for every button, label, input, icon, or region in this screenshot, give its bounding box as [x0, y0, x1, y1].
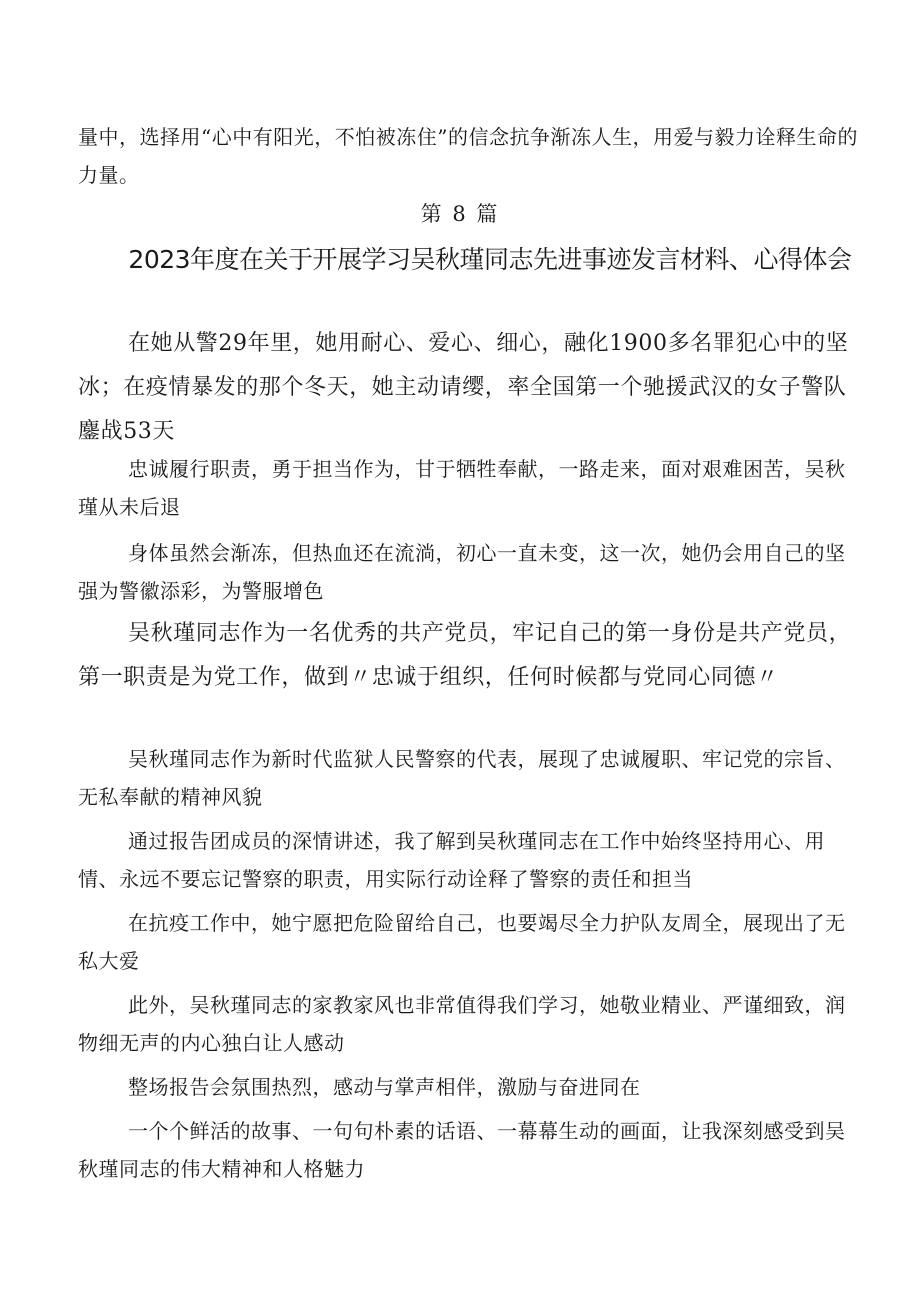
intro-paragraph: 量中，选择用“心中有阳光，不怕被冻住”的信念抗争渐冻人生，用爱与毅力诠释生命的力量。: [78, 125, 858, 187]
document-title: 2023年度在关于开展学习吴秋瑾同志先进事迹发言材料、心得体会: [128, 245, 852, 274]
paragraph-9: 整场报告会氛围热烈，感动与掌声相伴，激励与奋进同在: [128, 1075, 641, 1099]
paragraph-6: 通过报告团成员的深情讲述，我了解到吴秋瑾同志在工作中始终坚持用心、用情、永远不要忘记警察的职责，用实际行动诠释了警察的责任和担当: [78, 829, 825, 891]
paragraph-10: 一个个鲜活的故事、一句句朴素的话语、一幕幕生动的画面，让我深刻感受到吴秋瑾同志的伟大精神和人格魅力: [78, 1119, 846, 1181]
paragraph-7: 在抗疫工作中，她宁愿把危险留给自己，也要竭尽全力护队友周全，展现出了无私大爱: [78, 911, 846, 973]
paragraph-8: 此外，吴秋瑾同志的家教家风也非常值得我们学习，她敬业精业、严谨细致，润物细无声的内心独白让人感动: [78, 993, 846, 1055]
paragraph-5: 吴秋瑾同志作为新时代监狱人民警察的代表，展现了忠诚履职、牢记党的宗旨、无私奉献的精神风貌: [78, 747, 846, 809]
paragraph-1: 在她从警29年里，她用耐心、爱心、细心，融化1900多名罪犯心中的坚冰；在疫情暴发的那个冬天，她主动请缨，率全国第一个驰援武汉的女子警队鏖战53天: [78, 331, 849, 444]
section-label: 第 8 篇: [420, 202, 500, 226]
paragraph-2: 忠诚履行职责，勇于担当作为，甘于牺牲奉献，一路走来，面对艰难困苦，吴秋瑾从未后退: [78, 457, 846, 519]
paragraph-3: 身体虽然会渐冻，但热血还在流淌，初心一直未变，这一次，她仍会用自己的坚强为警徽添彩，为警服增色: [78, 541, 846, 603]
paragraph-4: 吴秋瑾同志作为一名优秀的共产党员，牢记自己的第一身份是共产党员，第一职责是为党工作，做到〃忠诚于组织，任何时候都与党同心同德〃: [78, 621, 852, 690]
